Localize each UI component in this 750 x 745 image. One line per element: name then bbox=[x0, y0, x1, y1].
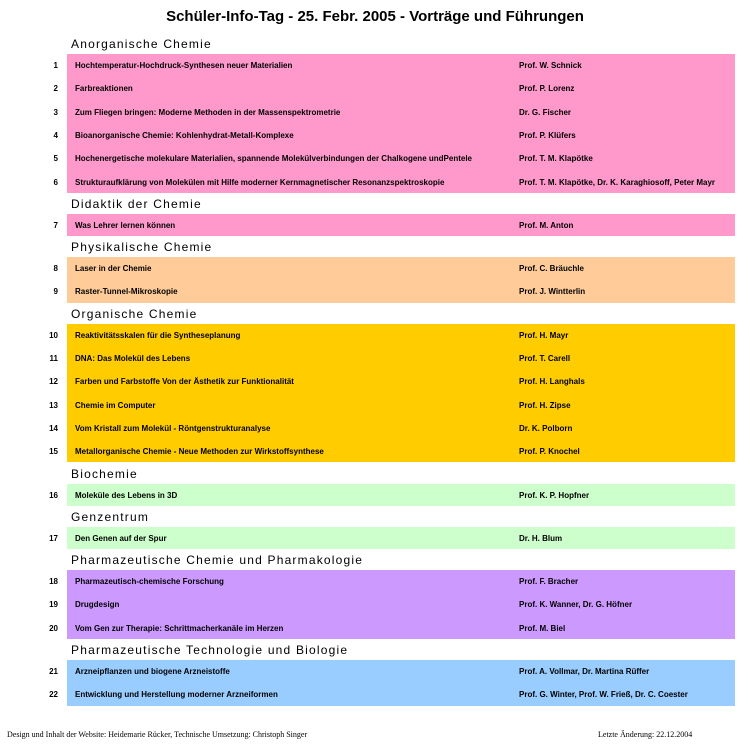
talk-speaker: Prof. F. Bracher bbox=[519, 577, 579, 587]
talk-speaker: Prof. A. Vollmar, Dr. Martina Rüffer bbox=[519, 667, 650, 676]
talk-topic: Drugdesign bbox=[75, 600, 120, 610]
talk-number: 19 bbox=[49, 600, 58, 610]
talk-number: 16 bbox=[49, 490, 58, 500]
talk-topic: Reaktivitätsskalen für die Syntheseplanung bbox=[75, 330, 241, 340]
talk-speaker: Prof. G. Winter, Prof. W. Frieß, Dr. C. Coester bbox=[519, 690, 688, 700]
talk-speaker: Prof. M. Biel bbox=[519, 623, 566, 633]
talk-number: 15 bbox=[49, 447, 58, 457]
section-heading: Genzentrum bbox=[71, 509, 150, 524]
talk-number: 22 bbox=[49, 690, 58, 700]
section-heading: Pharmazeutische Technologie und Biologie bbox=[71, 643, 349, 657]
talk-speaker: Prof. W. Schnick bbox=[519, 61, 582, 70]
talk-number: 9 bbox=[53, 287, 58, 297]
talk-speaker: Prof. C. Bräuchle bbox=[519, 264, 584, 274]
talk-topic: Den Genen auf der Spur bbox=[75, 533, 167, 543]
talk-topic: Bioanorganische Chemie: Kohlenhydrat-Metall-Komplexe bbox=[75, 130, 294, 140]
section-heading: Pharmazeutische Chemie und Pharmakologie bbox=[71, 553, 364, 568]
talk-number: 8 bbox=[53, 264, 58, 274]
talk-topic: Chemie im Computer bbox=[75, 400, 156, 410]
talk-number: 6 bbox=[53, 177, 58, 187]
talk-speaker: Prof. P. Lorenz bbox=[519, 84, 575, 94]
talk-number: 1 bbox=[53, 61, 58, 70]
talk-speaker: Prof. T. M. Klapötke bbox=[519, 154, 593, 164]
talk-number: 11 bbox=[49, 354, 58, 363]
page-title: Schüler-Info-Tag - 25. Febr. 2005 - Vorträge und Führungen bbox=[166, 8, 584, 25]
talk-number: 3 bbox=[53, 107, 58, 117]
section-heading: Physikalische Chemie bbox=[71, 240, 213, 255]
talk-number: 17 bbox=[49, 533, 58, 543]
talk-topic: Laser in der Chemie bbox=[75, 264, 152, 274]
footer-last-change: Letzte Änderung: 22.12.2004 bbox=[598, 730, 693, 739]
talk-speaker: Prof. T. Carell bbox=[519, 354, 571, 363]
talk-topic: DNA: Das Molekül des Lebens bbox=[75, 354, 191, 363]
talk-topic: Hochenergetische molekulare Materialien, spannende Molekülverbindungen der Chalkogene undPentele bbox=[75, 154, 472, 164]
talk-speaker: Dr. G. Fischer bbox=[519, 107, 572, 117]
talk-topic: Arzneipflanzen und biogene Arzneistoffe bbox=[75, 667, 230, 676]
footer-credits: Design und Inhalt der Website: Heidemarie Rücker, Technische Umsetzung: Christoph Singer bbox=[7, 730, 308, 739]
talk-number: 13 bbox=[49, 400, 58, 410]
talk-topic: Farbreaktionen bbox=[75, 84, 133, 94]
talk-speaker: Prof. M. Anton bbox=[519, 220, 574, 230]
section-heading: Didaktik der Chemie bbox=[71, 196, 202, 211]
talk-speaker: Prof. H. Mayr bbox=[519, 330, 569, 340]
talk-topic: Entwicklung und Herstellung moderner Arzneiformen bbox=[75, 690, 278, 700]
talk-number: 7 bbox=[53, 220, 58, 230]
talk-speaker: Dr. H. Blum bbox=[519, 533, 563, 543]
talk-number: 5 bbox=[53, 154, 58, 164]
section-heading: Organische Chemie bbox=[71, 306, 198, 321]
section-heading: Anorganische Chemie bbox=[71, 37, 212, 51]
talk-topic: Moleküle des Lebens in 3D bbox=[75, 490, 178, 500]
talk-speaker: Prof. P. Klüfers bbox=[519, 130, 576, 140]
talk-speaker: Prof. J. Wintterlin bbox=[519, 287, 586, 297]
talk-topic: Pharmazeutisch-chemische Forschung bbox=[75, 577, 224, 587]
talk-speaker: Prof. K. Wanner, Dr. G. Höfner bbox=[519, 600, 633, 610]
talk-topic: Farben und Farbstoffe Von der Ästhetik zur Funktionalität bbox=[75, 377, 294, 387]
talk-number: 21 bbox=[49, 667, 58, 676]
talk-number: 20 bbox=[49, 623, 58, 633]
talk-speaker: Prof. K. P. Hopfner bbox=[519, 490, 590, 500]
talk-topic: Vom Gen zur Therapie: Schrittmacherkanäle im Herzen bbox=[75, 623, 284, 633]
talk-number: 10 bbox=[49, 330, 58, 340]
talk-speaker: Prof. H. Langhals bbox=[519, 377, 585, 387]
talk-topic: Raster-Tunnel-Mikroskopie bbox=[75, 287, 178, 297]
talk-number: 18 bbox=[49, 577, 58, 587]
section-band bbox=[67, 527, 735, 549]
section-band bbox=[67, 54, 735, 193]
talk-speaker: Prof. T. M. Klapötke, Dr. K. Karaghiosoff, Peter Mayr bbox=[519, 177, 716, 187]
talk-number: 12 bbox=[49, 377, 58, 387]
talk-topic: Metallorganische Chemie - Neue Methoden zur Wirkstoffsynthese bbox=[75, 447, 324, 457]
talk-speaker: Dr. K. Polborn bbox=[519, 423, 573, 433]
talk-topic: Strukturaufklärung von Molekülen mit Hilfe moderner Kernmagnetischer Resonanzspektroskopie bbox=[75, 177, 445, 187]
talk-speaker: Prof. H. Zipse bbox=[519, 400, 571, 410]
talk-topic: Was Lehrer lernen können bbox=[75, 220, 176, 230]
talk-topic: Hochtemperatur-Hochdruck-Synthesen neuer Materialien bbox=[75, 61, 293, 70]
talk-topic: Vom Kristall zum Molekül - Röntgenstrukturanalyse bbox=[75, 423, 271, 433]
talk-number: 14 bbox=[49, 423, 58, 433]
section-heading: Biochemie bbox=[71, 466, 138, 481]
talk-topic: Zum Fliegen bringen: Moderne Methoden in der Massenspektrometrie bbox=[75, 107, 341, 117]
talk-speaker: Prof. P. Knochel bbox=[519, 447, 580, 457]
talk-number: 4 bbox=[53, 130, 58, 140]
section-band bbox=[67, 324, 735, 463]
talk-number: 2 bbox=[53, 84, 58, 94]
